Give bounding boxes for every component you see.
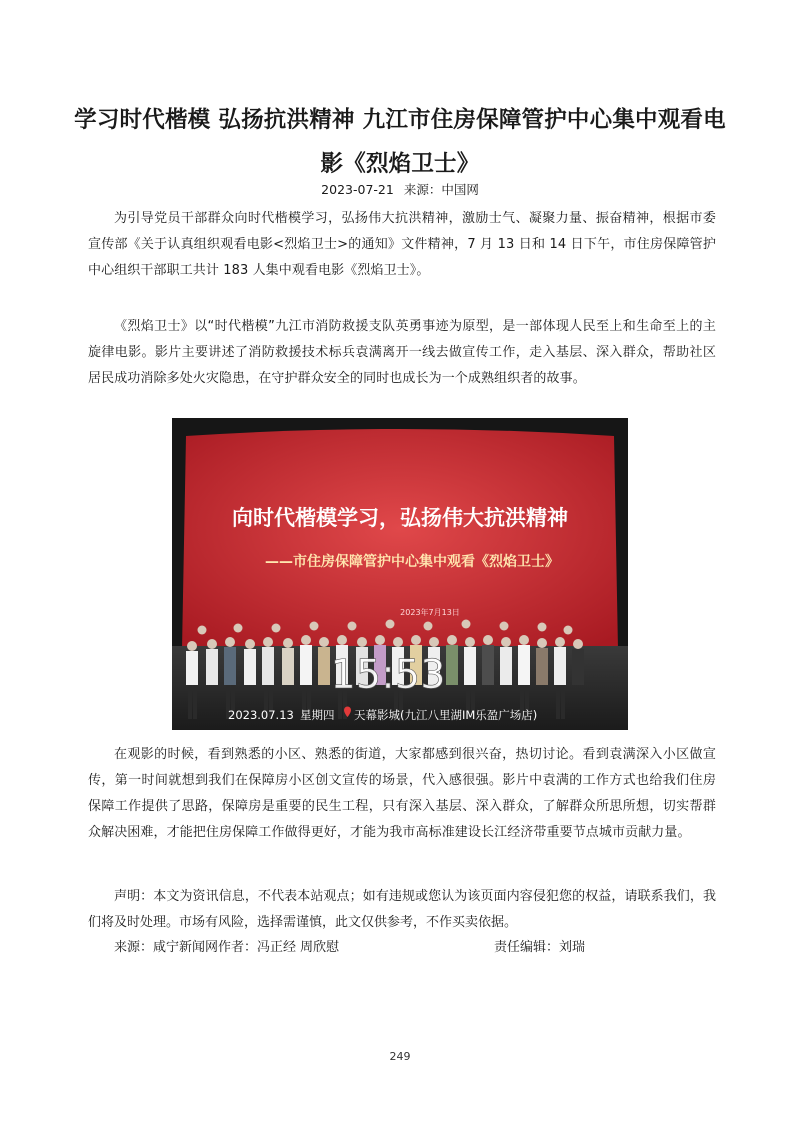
banner-main-text: 向时代楷模学习，弘扬伟大抗洪精神 [232,506,568,530]
event-photo [172,418,628,730]
banner-date-text: 2023年7月13日 [400,608,460,617]
article-source: 来源：中国网 [403,182,479,197]
clock-watermark: 15:53 [330,652,446,698]
paragraph-viewing: 在观影的时候，看到熟悉的小区、熟悉的街道，大家都感到很兴奋，热切讨论。看到袁满深入小区做宣传，第一时间就想到我们在保障房小区创文宣传的场景，代入感很强。影片中袁满的工作方式也给我们住房保障工作提供了思路，保障房是重要的民生工程，只有深入基层、深入群众，了解群众所思所想，切实帮群众解决困难，才能把住房保障工作做得更好，才能为我市高标准建设长江经济带重要节点城市贡献力量。 [88,747,716,840]
article-title-line1: 学习时代楷模 弘扬抗洪精神 九江市住房保障管护中心集中观看电 [74,107,726,133]
article-date: 2023-07-21 [321,182,394,197]
stamp-location: 天幕影城(九江八里湖IM乐盈广场店) [354,708,538,722]
event-photo-image [172,418,628,730]
paragraph-film: 《烈焰卫士》以“时代楷模”九江市消防救援支队英勇事迹为原型，是一部体现人民至上和生命至上的主旋律电影。影片主要讲述了消防救援技术标兵袁满离开一线去做宣传工作，走入基层、深入群众，帮助社区居民成功消除多处火灾隐患，在守护群众安全的同时也成长为一个成熟组织者的故事。 [88,319,716,386]
paragraph-intro: 为引导党员干部群众向时代楷模学习，弘扬伟大抗洪精神，激励士气、凝聚力量、振奋精神，根据市委宣传部《关于认真组织观看电影<烈焰卫士>的通知》文件精神，7 月 13 日和 14 日下午，市住房保障管护中心组织干部职工共计 183 人集中观看电影《烈焰卫士》。 [88,211,716,278]
article-title [70,98,730,186]
byline: 来源：咸宁新闻网作者：冯正经 周欣慰 [114,940,340,955]
byline-row [114,938,714,958]
page-number: 249 [389,1050,411,1063]
stamp-date: 2023.07.13 [228,708,294,722]
photo-stamp [228,707,537,723]
article-title-line2: 影《烈焰卫士》 [320,151,480,177]
editor-credit: 责任编辑：刘瑞 [494,940,586,955]
stamp-weekday: 星期四 [300,708,335,722]
article-meta [0,181,800,199]
disclaimer: 声明：本文为资讯信息，不代表本站观点；如有违规或您认为该页面内容侵犯您的权益，请联系我们，我们将及时处理。市场有风险，选择需谨慎，此文仅供参考，不作买卖依据。 [88,889,716,930]
banner-sub-text: ——市住房保障管护中心集中观看《烈焰卫士》 [265,554,559,570]
